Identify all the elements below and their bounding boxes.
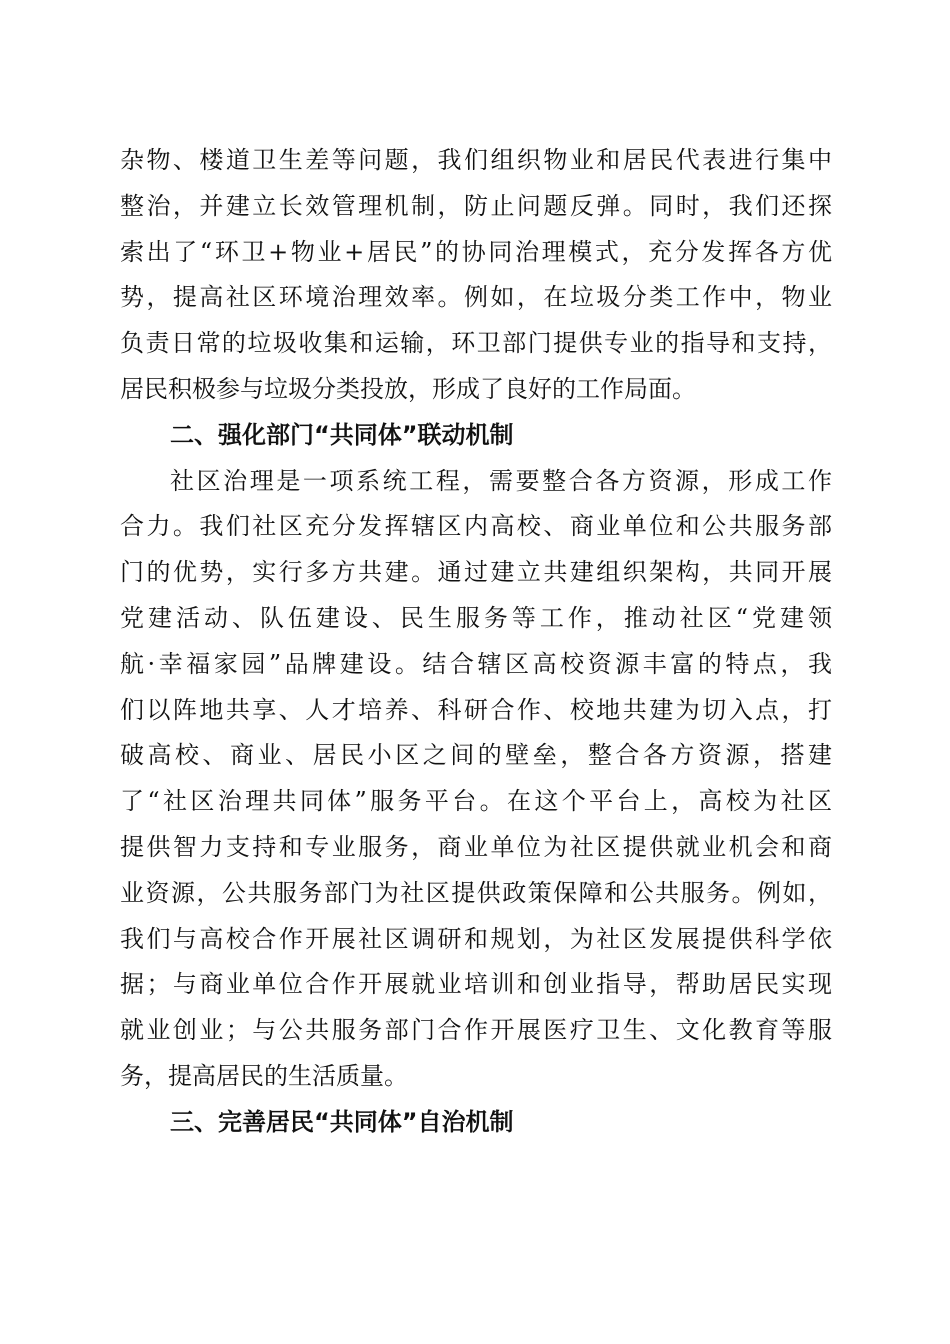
paragraph-line: 合力。我们社区充分发挥辖区内高校、商业单位和公共服务部: [120, 512, 832, 541]
paragraph-line: 就业创业；与公共服务部门合作开展医疗卫生、文化教育等服: [120, 1016, 832, 1045]
paragraph-department-linkage: [120, 459, 832, 1100]
paragraph-line: 整治，并建立长效管理机制，防止问题反弹。同时，我们还探: [120, 191, 832, 220]
paragraph-line: 索出了“环卫+物业+居民”的协同治理模式，充分发挥各方优: [120, 237, 832, 266]
paragraph-line: 负责日常的垃圾收集和运输，环卫部门提供专业的指导和支持，: [120, 329, 832, 358]
paragraph-line: 门的优势，实行多方共建。通过建立共建组织架构，共同开展: [120, 558, 832, 587]
paragraph-line: 社区治理是一项系统工程，需要整合各方资源，形成工作: [170, 466, 832, 495]
paragraph-line: 业资源，公共服务部门为社区提供政策保障和公共服务。例如，: [120, 878, 832, 907]
paragraph-line: 党建活动、队伍建设、民生服务等工作，推动社区“党建领: [120, 603, 832, 632]
paragraph-line: 我们与高校合作开展社区调研和规划，为社区发展提供科学依: [120, 924, 832, 953]
paragraph-line: 务，提高居民的生活质量。: [120, 1061, 408, 1090]
paragraph-line: 势，提高社区环境治理效率。例如，在垃圾分类工作中，物业: [120, 283, 832, 312]
paragraph-line: 居民积极参与垃圾分类投放，形成了良好的工作局面。: [120, 374, 696, 403]
paragraph-line: 们以阵地共享、人才培养、科研合作、校地共建为切入点，打: [120, 695, 832, 724]
section-heading-3: 三、完善居民“共同体”自治机制: [170, 1107, 514, 1136]
paragraph-environment-governance: [120, 138, 832, 413]
paragraph-line: 了“社区治理共同体”服务平台。在这个平台上，高校为社区: [120, 787, 832, 816]
document-page: [120, 138, 832, 1146]
paragraph-line: 提供智力支持和专业服务，商业单位为社区提供就业机会和商: [120, 832, 832, 861]
paragraph-line: 航·幸福家园”品牌建设。结合辖区高校资源丰富的特点，我: [120, 649, 832, 678]
paragraph-line: 据；与商业单位合作开展就业培训和创业指导，帮助居民实现: [120, 970, 832, 999]
paragraph-line: 杂物、楼道卫生差等问题，我们组织物业和居民代表进行集中: [120, 146, 832, 174]
section-heading-2: 二、强化部门“共同体”联动机制: [170, 420, 514, 449]
paragraph-line: 破高校、商业、居民小区之间的壁垒，整合各方资源，搭建: [120, 741, 832, 770]
